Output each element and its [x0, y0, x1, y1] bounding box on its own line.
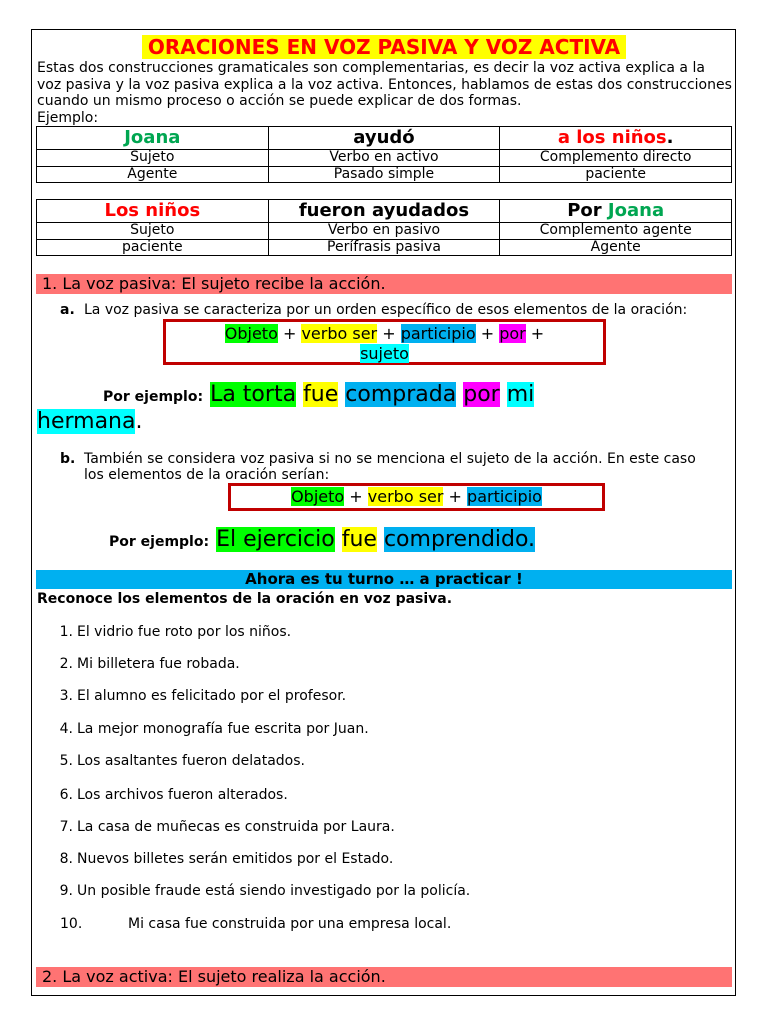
table-cell — [500, 127, 732, 150]
list-number: 5. — [59, 753, 73, 769]
list-number: 4. — [59, 721, 73, 737]
table-cell — [268, 127, 500, 150]
practice-subtitle: Reconoce los elementos de la oración en voz pasiva. — [37, 591, 453, 607]
table-cell — [500, 200, 732, 223]
object-word: a los niños — [557, 127, 667, 148]
intro-paragraph — [37, 60, 732, 126]
point-a-example-line1 — [103, 382, 534, 410]
agent-prefix: Por — [567, 200, 608, 221]
table-cell: Perífrasis pasiva — [268, 239, 500, 256]
table-cell: Agente — [37, 166, 269, 183]
point-b-text: También se considera voz pasiva si no se menciona el sujeto de la acción. En este caso los elementos de la oración serían: — [84, 451, 696, 483]
table-cell: Verbo en pasivo — [268, 223, 500, 240]
table-row — [37, 166, 732, 183]
list-text: La casa de muñecas es construida por Laura. — [77, 819, 395, 835]
formula-por: por — [499, 324, 526, 343]
subject-word: Los niños — [104, 200, 201, 221]
table-cell: Agente — [500, 239, 732, 256]
subject-word: Joana — [124, 127, 181, 148]
list-text: Mi billetera fue robada. — [77, 656, 240, 672]
example-label: Por ejemplo: — [109, 534, 210, 550]
table-cell: paciente — [37, 239, 269, 256]
list-number: 1. — [59, 624, 73, 640]
table-cell — [37, 200, 269, 223]
example-object: La torta — [210, 382, 297, 407]
period: . — [666, 127, 674, 148]
list-text: Mi casa fue construida por una empresa local. — [128, 916, 452, 932]
list-text: El vidrio fue roto por los niños. — [77, 624, 292, 640]
point-a-example-line2 — [37, 409, 142, 435]
formula-plus: + — [475, 324, 500, 343]
list-number: 6. — [59, 787, 73, 803]
list-text: Un posible fraude está siendo investigado por la policía. — [77, 883, 471, 899]
formula-subject: sujeto — [360, 344, 409, 363]
intro-text: Estas dos construcciones gramaticales son complementarias, es decir la voz activa explica a la voz pasiva y la voz pasiva explica a la voz activa. Entonces, hablamos de estas dos construcciones cuando un mismo proceso o acción se puede explicar de dos formas. — [37, 60, 732, 109]
formula-plus: + — [443, 487, 468, 506]
formula-participle: participio — [467, 487, 542, 506]
list-text: El alumno es felicitado por el profesor. — [77, 688, 347, 704]
table-cell — [268, 200, 500, 223]
verb-word: fueron ayudados — [298, 200, 470, 221]
table-row — [37, 150, 732, 167]
page-title — [0, 34, 768, 60]
passive-formula-box — [163, 319, 606, 365]
formula-plus: + — [377, 324, 401, 343]
list-number: 2. — [59, 656, 73, 672]
verb-word: ayudó — [353, 127, 415, 148]
section-heading-active: 2. La voz activa: El sujeto realiza la acción. — [36, 967, 732, 987]
point-b-example — [109, 527, 535, 555]
formula-plus: + — [277, 324, 302, 343]
point-b-marker: b. — [60, 451, 76, 467]
example-object: El ejercicio — [216, 527, 335, 552]
table-cell: Complemento directo — [500, 150, 732, 167]
list-number: 9. — [59, 883, 73, 899]
formula-plus: + — [344, 487, 368, 506]
example-verb: fue — [341, 527, 377, 552]
active-example-table — [36, 126, 732, 183]
table-row — [37, 239, 732, 256]
agent-word: Joana — [607, 200, 665, 221]
example-period: . — [135, 409, 143, 434]
section-heading-passive: 1. La voz pasiva: El sujeto recibe la acción. — [36, 274, 732, 294]
formula-object: Objeto — [224, 324, 278, 343]
formula-verb: verbo ser — [367, 487, 444, 506]
table-cell: Sujeto — [37, 223, 269, 240]
example-participle: comprendido. — [383, 527, 536, 552]
formula-verb: verbo ser — [301, 324, 378, 343]
list-number: 3. — [59, 688, 73, 704]
formula-plus: + — [525, 324, 545, 343]
table-cell: paciente — [500, 166, 732, 183]
table-cell: Verbo en activo — [268, 150, 500, 167]
list-number: 10. — [60, 916, 83, 932]
point-a-text: La voz pasiva se caracteriza por un orden específico de esos elementos de la oración: — [84, 302, 688, 318]
table-row — [37, 200, 732, 223]
list-text: Nuevos billetes serán emitidos por el Estado. — [77, 851, 394, 867]
example-label: Ejemplo: — [37, 109, 99, 126]
example-por: por — [463, 382, 500, 407]
table-cell: Pasado simple — [268, 166, 500, 183]
formula-participle: participio — [400, 324, 476, 343]
list-number: 7. — [59, 819, 73, 835]
list-text: Los archivos fueron alterados. — [77, 787, 288, 803]
list-number: 8. — [59, 851, 73, 867]
example-verb: fue — [303, 382, 339, 407]
point-a-marker: a. — [60, 302, 75, 318]
table-row — [37, 127, 732, 150]
short-formula-box — [228, 483, 605, 511]
practice-banner: Ahora es tu turno … a practicar ! — [36, 570, 732, 589]
example-participle: comprada — [345, 382, 457, 407]
formula-object: Objeto — [291, 487, 345, 506]
page-title-text: ORACIONES EN VOZ PASIVA Y VOZ ACTIVA — [142, 35, 626, 59]
example-subject-part1: mi — [506, 382, 535, 407]
list-text: Los asaltantes fueron delatados. — [77, 753, 305, 769]
example-subject-part2: hermana — [37, 409, 136, 434]
table-cell — [37, 127, 269, 150]
passive-example-table — [36, 199, 732, 256]
list-text: La mejor monografía fue escrita por Juan. — [77, 721, 369, 737]
table-cell: Complemento agente — [500, 223, 732, 240]
table-cell: Sujeto — [37, 150, 269, 167]
example-label: Por ejemplo: — [103, 389, 204, 405]
table-row — [37, 223, 732, 240]
